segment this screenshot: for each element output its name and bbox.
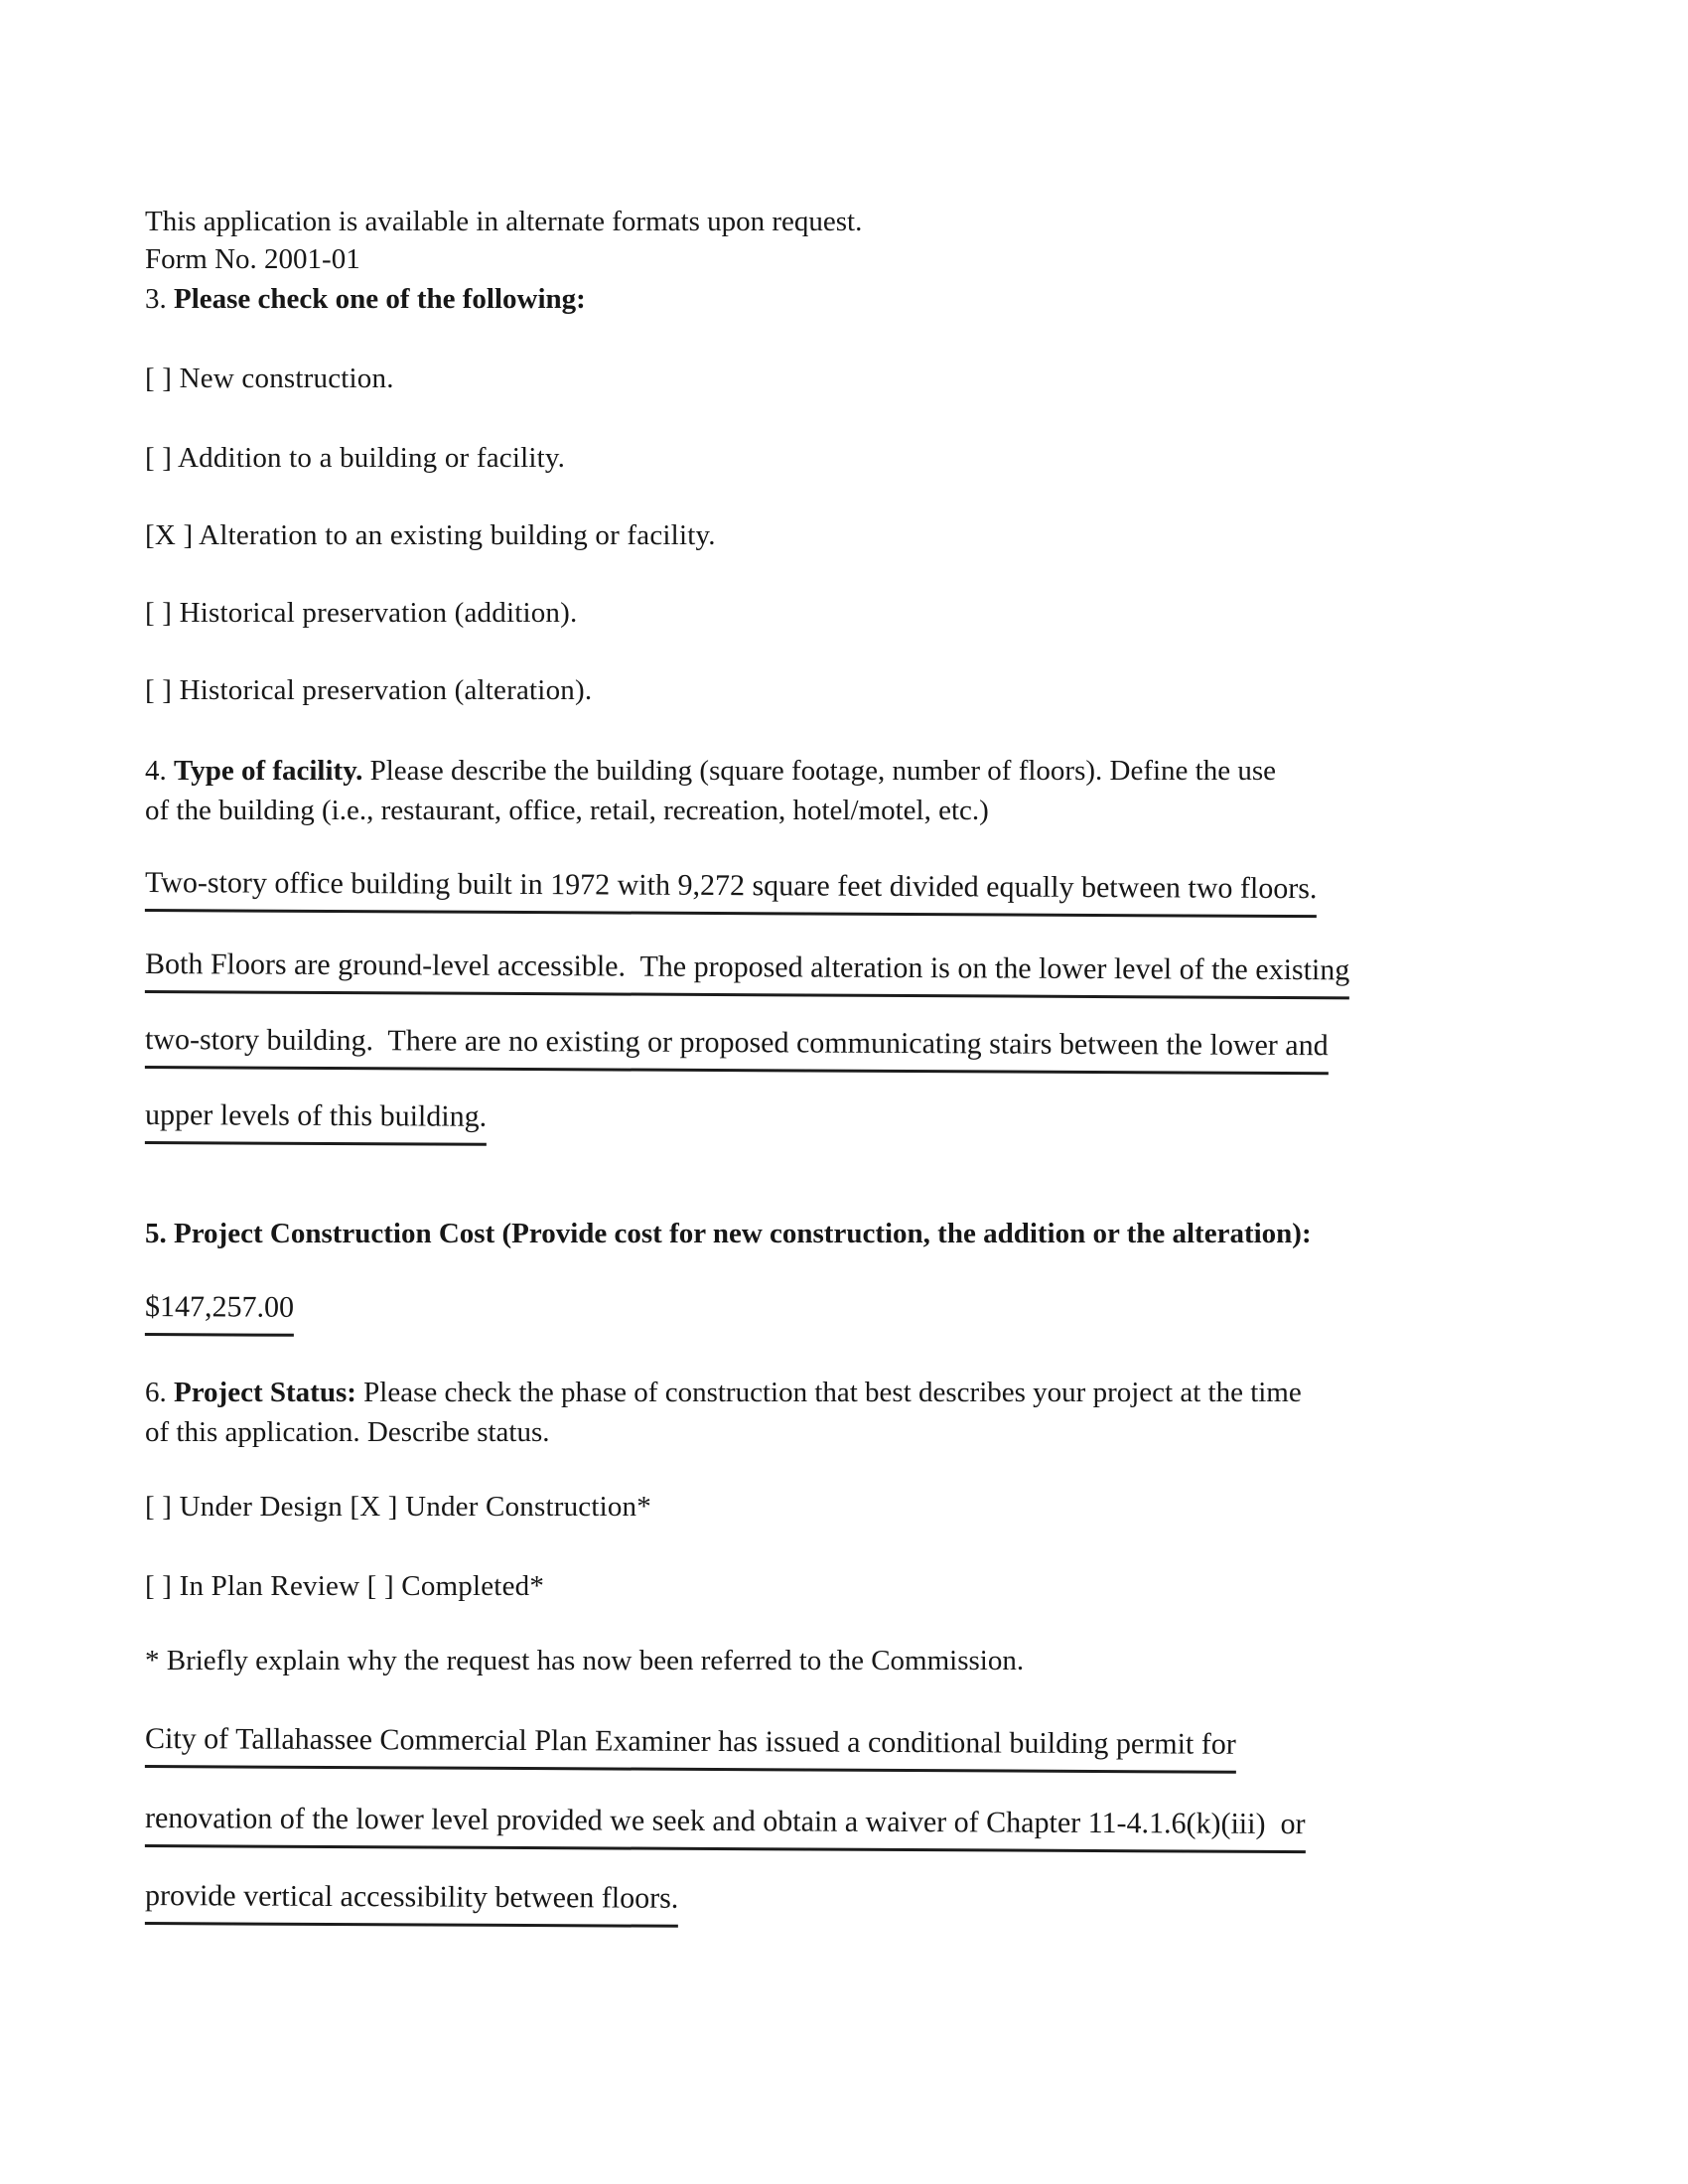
checkbox-option-historical-alteration bbox=[145, 670, 592, 710]
form-number: Form No. 2001-01 bbox=[145, 243, 360, 275]
facility-answer-line: upper levels of this building. bbox=[145, 1095, 487, 1146]
checkbox-box: [ ] bbox=[145, 363, 180, 394]
section4-heading bbox=[145, 751, 1276, 830]
referral-answer-line: City of Tallahassee Commercial Plan Examiner has issued a conditional building permit for bbox=[145, 1719, 1236, 1774]
section4-prompt-line1: Please describe the building (square footage, number of floors). Define the use bbox=[369, 755, 1277, 787]
facility-answer-line: Two-story office building built in 1972 with 9,272 square feet divided equally between two floors. bbox=[145, 863, 1318, 918]
cost-answer: $147,257.00 bbox=[145, 1287, 294, 1337]
checkbox-option-alteration bbox=[145, 515, 716, 555]
referral-answer-line: provide vertical accessibility between floors. bbox=[145, 1876, 679, 1928]
alternate-formats-note: This application is available in alternate formats upon request. bbox=[145, 206, 863, 237]
section3-number: 3. bbox=[145, 283, 174, 315]
checkbox-box-checked: [X ] bbox=[145, 519, 200, 551]
section6-title: Project Status: bbox=[174, 1377, 364, 1408]
section3-heading bbox=[145, 279, 586, 319]
checkbox-label: Historical preservation (addition). bbox=[179, 597, 578, 629]
facility-answer-line: Both Floors are ground-level accessible. The proposed alteration is on the lower level of the existing bbox=[145, 945, 1350, 999]
checkbox-label: Historical preservation (alteration). bbox=[179, 674, 593, 706]
section6-prompt-line2: of this application. Describe status. bbox=[145, 1416, 550, 1448]
section4-title: Type of facility. bbox=[174, 755, 370, 787]
checkbox-label: New construction. bbox=[179, 363, 394, 394]
checkbox-label: Addition to a building or facility. bbox=[178, 442, 566, 474]
checkbox-box: [ ] bbox=[145, 674, 180, 706]
status-line-review-completed: [ ] In Plan Review [ ] Completed* bbox=[145, 1570, 545, 1602]
status-footnote: * Briefly explain why the request has now been referred to the Commission. bbox=[145, 1645, 1025, 1676]
checkbox-option-new-construction bbox=[145, 359, 394, 398]
checkbox-box: [ ] bbox=[145, 442, 179, 474]
section6-heading bbox=[145, 1373, 1302, 1452]
referral-answer-line: renovation of the lower level provided we seek and obtain a waiver of Chapter 11-4.1.6(k)(iii) or bbox=[145, 1799, 1306, 1853]
section4-number: 4. bbox=[145, 755, 174, 787]
facility-answer-line: two-story building. There are no existing or proposed communicating stairs between the lower and bbox=[145, 1020, 1329, 1075]
checkbox-option-historical-addition bbox=[145, 593, 577, 633]
section4-prompt-line2: of the building (i.e., restaurant, office, retail, recreation, hotel/motel, etc.) bbox=[145, 795, 989, 826]
section3-title: Please check one of the following: bbox=[174, 283, 586, 315]
section6-number: 6. bbox=[145, 1377, 174, 1408]
status-line-design-construction: [ ] Under Design [X ] Under Construction* bbox=[145, 1491, 651, 1523]
checkbox-option-addition bbox=[145, 438, 565, 478]
checkbox-box: [ ] bbox=[145, 597, 180, 629]
checkbox-label: Alteration to an existing building or facility. bbox=[199, 519, 716, 551]
section6-prompt-line1: Please check the phase of construction that best describes your project at the time bbox=[363, 1377, 1302, 1408]
section5-heading: 5. Project Construction Cost (Provide cost for new construction, the addition or the alteration): bbox=[145, 1218, 1312, 1249]
